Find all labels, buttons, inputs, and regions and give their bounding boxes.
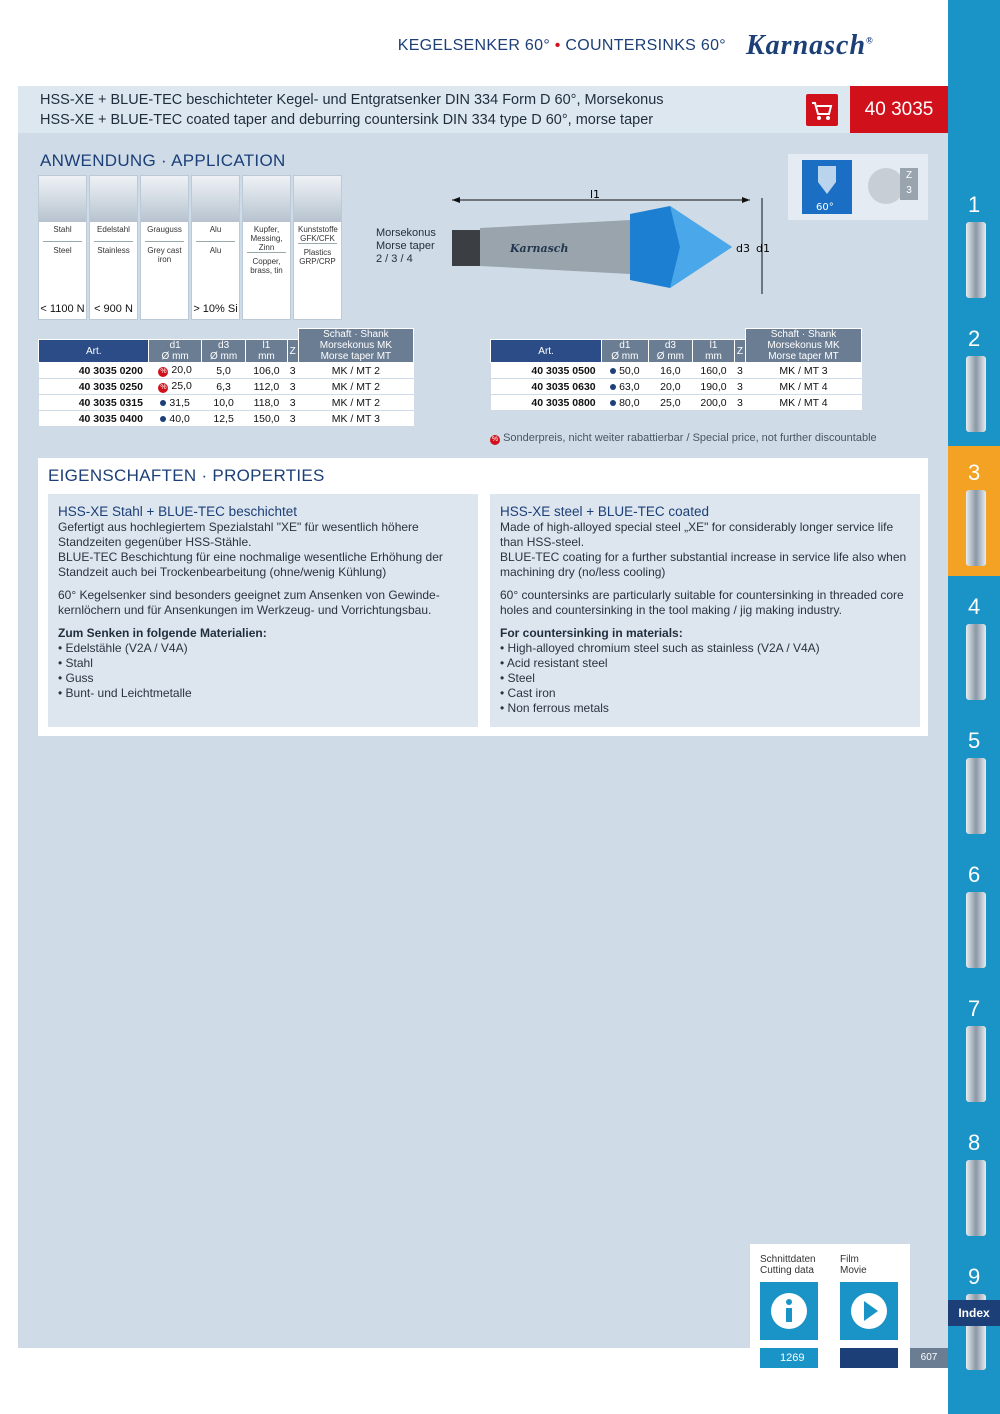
application-heading: ANWENDUNG · APPLICATION [40,151,286,170]
d1-cell: % 20,0 [149,363,201,379]
l1-header: l1 mm [693,340,735,363]
tile-label-en: Stainless [97,246,130,255]
burr-icon [966,624,986,700]
tile-label-de: Edelstahl [94,222,133,242]
angle-badge [802,160,852,214]
d3-cell: 25,0 [648,395,693,411]
bullet-icon [160,400,166,406]
chapter-tab-6[interactable] [948,848,1000,978]
d3-header: d3 Ø mm [201,340,245,363]
tab-number: 8 [968,1130,981,1155]
properties-text-de: BLUE-TEC Beschichtung für eine nochmalige wesentliche Erhöhung der Standzeit auch bei Trockenbearbeitung (ohne/wenig Kühlung) [58,550,443,579]
material-image [39,176,86,222]
article-cell: 40 3035 0630 [491,379,602,395]
z-cell: 3 [287,411,298,427]
article-cell: 40 3035 0800 [491,395,602,411]
material-image [141,176,188,222]
machines-icon [966,892,986,968]
art-header: Art. [491,340,602,363]
properties-text-de: Gefertigt aus hochlegiertem Spezialstahl "XE" für wesentlich höhere Standzeiten gegenüber HSS-Stähle. [58,520,419,549]
tile-label-de: Kunststoffe GFK/CFK [298,222,337,244]
tile-limit: < 1100 N [40,303,85,315]
tile-label-en: Copper, brass, tin [250,257,283,275]
application-tile [89,175,138,320]
article-table-right [490,328,862,411]
tile-label-en: Alu [209,246,222,255]
z-cell: 3 [734,363,745,379]
application-tile [242,175,291,320]
shank-cell: MK / MT 2 [298,395,413,411]
z-cell: 3 [287,363,298,379]
d3-cell: 6,3 [201,379,245,395]
morse-taper-label: Morsekonus Morse taper 2 / 3 / 4 [376,227,436,265]
cutting-data-label: Schnittdaten Cutting data [760,1254,816,1276]
materials-title-en: For countersinking in materials: [500,626,683,640]
material-list-item: • Edelstähle (V2A / V4A) [58,641,188,655]
properties-title-en: HSS-XE steel + BLUE-TEC coated [500,504,709,519]
product-title-bar [18,86,850,133]
shank-cell: MK / MT 3 [746,363,862,379]
endmill-icon [966,356,986,432]
index-tab[interactable]: Index [948,1300,1000,1326]
tile-label-de: Grauguss [145,222,184,242]
product-title-de: HSS-XE + BLUE-TEC beschichteter Kegel- und Entgratsenker DIN 334 Form D 60°, Morsekonus [40,92,664,108]
bullet-icon [610,384,616,390]
l1-header: l1 mm [246,340,287,363]
chapter-tab-7[interactable] [948,982,1000,1112]
d3-cell: 12,5 [201,411,245,427]
material-list-item: • Bunt- und Leichtmetalle [58,686,192,700]
svg-text:60°: 60° [816,202,834,213]
special-price-icon: % [160,384,167,391]
table-row[interactable] [39,379,414,395]
flutes-icon [868,168,904,204]
d1-cell: 40,0 [149,411,201,427]
bullet-icon [160,416,166,422]
svg-text:l1: l1 [590,190,601,201]
d3-header: d3 Ø mm [648,340,693,363]
shank-cell: MK / MT 2 [298,363,413,379]
article-cell: 40 3035 0400 [39,411,149,427]
table-row[interactable] [39,411,414,427]
tile-label-de: Stahl [43,222,82,242]
l1-cell: 106,0 [246,363,287,379]
drill-icon [966,222,986,298]
countersink-drawing [440,190,780,315]
tab-number: 2 [968,326,981,351]
l1-cell: 160,0 [693,363,735,379]
page-header [0,0,948,86]
properties-card-en [490,494,920,727]
material-list-item: • Cast iron [500,686,556,700]
table-row[interactable] [39,363,414,379]
tab-number: 3 [968,460,981,485]
z-cell: 3 [734,395,745,411]
tile-label-en: Steel [53,246,72,255]
art-header: Art. [39,340,149,363]
material-list-item: • High-alloyed chromium steel such as stainless (V2A / V4A) [500,641,820,655]
d1-cell: 31,5 [149,395,201,411]
tile-label-de: Kupfer, Messing, Zinn [247,222,286,253]
properties-heading: EIGENSCHAFTEN · PROPERTIES [48,466,325,485]
d1-cell: 63,0 [602,379,648,395]
d1-header: d1 Ø mm [602,340,648,363]
info-icon [966,1160,986,1236]
bullet-icon [610,368,616,374]
bullet-icon [610,400,616,406]
tile-label-en: Plastics GRP/CRP [299,248,336,266]
shank-cell: MK / MT 3 [298,411,413,427]
shank-cell: MK / MT 2 [298,379,413,395]
l1-cell: 200,0 [693,395,735,411]
z-header: Z [734,340,745,363]
chapter-tab-3[interactable] [948,446,1000,576]
cutting-data-button[interactable] [760,1282,818,1340]
chapter-tab-2[interactable] [948,312,1000,442]
material-list-item: • Guss [58,671,94,685]
svg-text:d1: d1 [756,242,770,255]
tab-number: 1 [968,192,981,217]
oil-drop-icon [966,1026,986,1102]
svg-text:d3: d3 [736,242,750,255]
chapter-tab-8[interactable] [948,1116,1000,1246]
properties-text-de: 60° Kegelsenker sind besonders geeignet zum Ansenken von Gewindekernlöchern und für Ansenkungen im Werkzeug- und Vorrichtungsbau. [58,588,440,617]
page-number: 607 [910,1348,948,1368]
l1-cell: 150,0 [246,411,287,427]
special-price-icon: % [160,368,167,375]
z-cell: 3 [734,379,745,395]
application-tile [140,175,189,320]
l1-cell: 118,0 [246,395,287,411]
material-image [90,176,137,222]
shank-header: Schaft · Shank Morsekonus MK Morse taper MT [298,329,413,363]
d3-cell: 5,0 [201,363,245,379]
article-cell: 40 3035 0315 [39,395,149,411]
chapter-tab-5[interactable] [948,714,1000,844]
tab-number: 4 [968,594,981,619]
d1-header: d1 Ø mm [149,340,201,363]
application-tile [191,175,240,320]
properties-text-en: BLUE-TEC coating for a further substantial increase in service life also when machining dry (no/less cooling) [500,550,907,579]
properties-card-de [48,494,478,727]
tile-label-de: Alu [196,222,235,242]
product-title-en: HSS-XE + BLUE-TEC coated taper and deburring countersink DIN 334 type D 60°, morse taper [40,112,654,128]
d3-cell: 20,0 [648,379,693,395]
saw-blade-icon [966,758,986,834]
tile-limit: > 10% Si [193,303,238,315]
flutes-count: Z 3 [900,168,918,200]
material-list-item: • Stahl [58,656,93,670]
material-list-item: • Non ferrous metals [500,701,609,715]
shopping-cart-icon[interactable] [806,94,838,126]
article-table-left [38,328,414,427]
application-tile [293,175,342,320]
tab-number: 6 [968,862,981,887]
table-row[interactable] [39,395,414,411]
special-price-note: % Sonderpreis, nicht weiter rabattierbar / Special price, not further discountable [491,432,877,444]
shank-cell: MK / MT 4 [746,395,862,411]
article-cell: 40 3035 0200 [39,363,149,379]
chapter-tab-1[interactable] [948,178,1000,308]
tile-limit: < 900 N [94,303,133,315]
movie-button[interactable] [840,1282,898,1340]
l1-cell: 112,0 [246,379,287,395]
tile-label-en: Grey cast iron [147,246,182,264]
d3-cell: 16,0 [648,363,693,379]
play-icon [840,1282,898,1340]
tab-number: 5 [968,728,981,753]
properties-text-en: 60° countersinks are particularly suitable for countersinking in threaded core holes and countersinking in the tool making / jig making industry. [500,588,904,617]
d1-cell: 50,0 [602,363,648,379]
article-cell: 40 3035 0250 [39,379,149,395]
countersink-icon [966,490,986,566]
clapperboard-icon[interactable] [840,1348,898,1368]
material-image [294,176,341,222]
material-image [243,176,290,222]
table-row[interactable] [491,395,862,411]
d1-cell: % 25,0 [149,379,201,395]
shank-cell: MK / MT 4 [746,379,862,395]
l1-cell: 190,0 [693,379,735,395]
table-row[interactable] [491,379,862,395]
shank-header: Schaft · Shank Morsekonus MK Morse taper MT [746,329,862,363]
movie-label: Film Movie [840,1254,867,1276]
article-cell: 40 3035 0500 [491,363,602,379]
material-list-item: • Acid resistant steel [500,656,608,670]
materials-title-de: Zum Senken in folgende Materialien: [58,626,267,640]
d3-cell: 10,0 [201,395,245,411]
table-row[interactable] [491,363,862,379]
chapter-tab-4[interactable] [948,580,1000,710]
svg-text:Karnasch: Karnasch [510,242,569,255]
tab-number: 7 [968,996,981,1021]
properties-title-de: HSS-XE Stahl + BLUE-TEC beschichtet [58,504,297,519]
article-number: 40 3035 [850,86,948,133]
application-tile [38,175,87,320]
brand-logo: Karnasch® [746,30,874,61]
properties-text-en: Made of high-alloyed special steel „XE" for considerably longer service life than HSS-steel. [500,520,894,549]
z-cell: 3 [287,379,298,395]
material-image [192,176,239,222]
d1-cell: 80,0 [602,395,648,411]
spec-badges [788,154,928,220]
info-icon [760,1282,818,1340]
z-cell: 3 [287,395,298,411]
tab-number: 9 [968,1264,981,1289]
header-title: KEGELSENKER 60° • COUNTERSINKS 60° [397,37,726,54]
z-header: Z [287,340,298,363]
material-list-item: • Steel [500,671,535,685]
cutting-data-page[interactable]: 1269 [760,1348,818,1368]
